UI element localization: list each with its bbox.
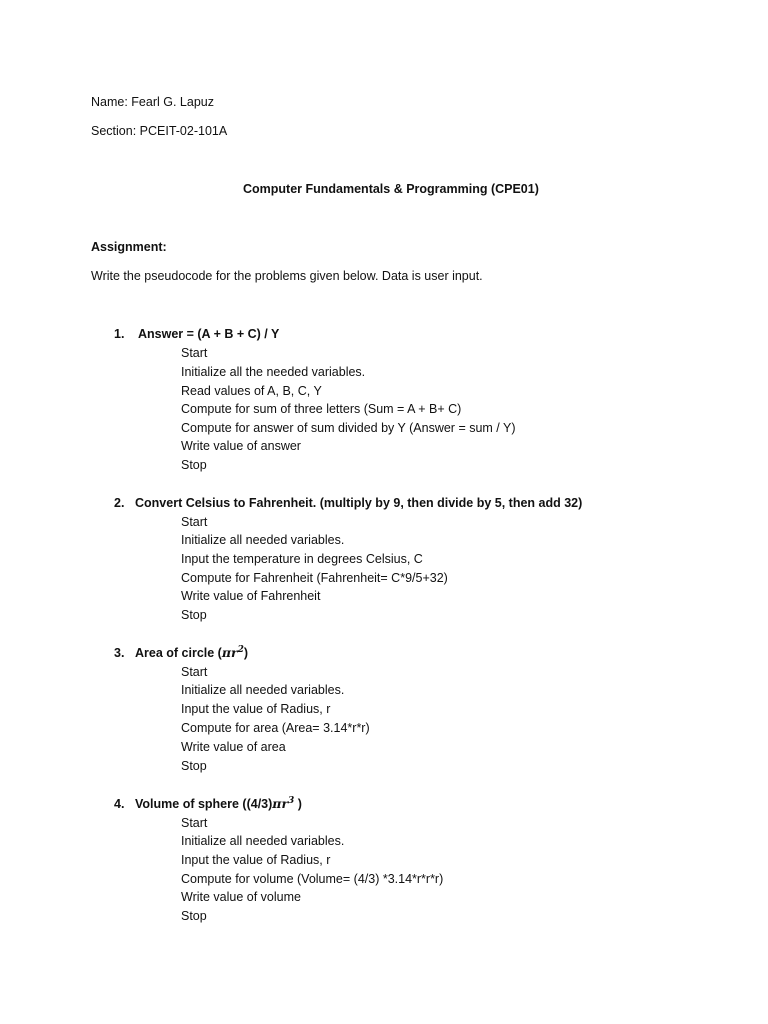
pseudocode-step: Compute for sum of three letters (Sum = A + B+ C) [181, 402, 462, 416]
assignment-label: Assignment: [91, 240, 167, 254]
pseudocode-step: Input the temperature in degrees Celsius, C [181, 552, 423, 566]
student-name: Name: Fearl G. Lapuz [91, 95, 214, 109]
pseudocode-step: Input the value of Radius, r [181, 853, 331, 867]
pseudocode-step: Stop [181, 759, 207, 773]
pseudocode-step: Write value of volume [181, 890, 301, 904]
document-title: Computer Fundamentals & Programming (CPE01) [243, 182, 539, 196]
pi-r-formula: πr [221, 645, 238, 660]
pseudocode-step: Start [181, 346, 208, 360]
pseudocode-step: Compute for Fahrenheit (Fahrenheit= C*9/5+32) [181, 571, 448, 585]
pseudocode-step: Start [181, 665, 208, 679]
pseudocode-step: Read values of A, B, C, Y [181, 384, 322, 398]
student-section: Section: PCEIT-02-101A [91, 124, 228, 138]
pseudocode-step: Initialize all needed variables. [181, 834, 345, 848]
pseudocode-step: Start [181, 816, 208, 830]
pseudocode-step: Write value of area [181, 740, 286, 754]
pseudocode-step: Initialize all needed variables. [181, 683, 345, 697]
problem-number: 3. [114, 646, 125, 660]
problem-number: 2. [114, 496, 125, 510]
assignment-instruction: Write the pseudocode for the problems given below. Data is user input. [91, 269, 483, 283]
title-text: Volume of sphere ((4/3) [135, 797, 273, 811]
title-text: Area of circle ( [135, 646, 222, 660]
pseudocode-step: Stop [181, 909, 207, 923]
exponent: 3 [288, 795, 295, 806]
pseudocode-step: Compute for volume (Volume= (4/3) *3.14*r*r*r) [181, 872, 444, 886]
pseudocode-step: Initialize all the needed variables. [181, 365, 366, 379]
problem-title [135, 796, 302, 812]
problem-number: 4. [114, 797, 125, 811]
pseudocode-step: Write value of Fahrenheit [181, 589, 321, 603]
pseudocode-step: Compute for answer of sum divided by Y (Answer = sum / Y) [181, 421, 516, 435]
exponent: 2 [237, 644, 244, 655]
problem-title: Convert Celsius to Fahrenheit. (multiply by 9, then divide by 5, then add 32) [135, 496, 583, 510]
title-text: ) [294, 797, 302, 811]
problem-title: Answer = (A + B + C) / Y [138, 327, 280, 341]
pseudocode-step: Initialize all needed variables. [181, 533, 345, 547]
problem-title [135, 645, 248, 661]
title-text: ) [243, 646, 249, 660]
pseudocode-step: Stop [181, 458, 207, 472]
pseudocode-step: Write value of answer [181, 439, 301, 453]
pseudocode-step: Compute for area (Area= 3.14*r*r) [181, 721, 370, 735]
pseudocode-step: Input the value of Radius, r [181, 702, 331, 716]
problem-number: 1. [114, 327, 125, 341]
pi-r-formula: πr [272, 796, 289, 811]
pseudocode-step: Stop [181, 608, 207, 622]
pseudocode-step: Start [181, 515, 208, 529]
